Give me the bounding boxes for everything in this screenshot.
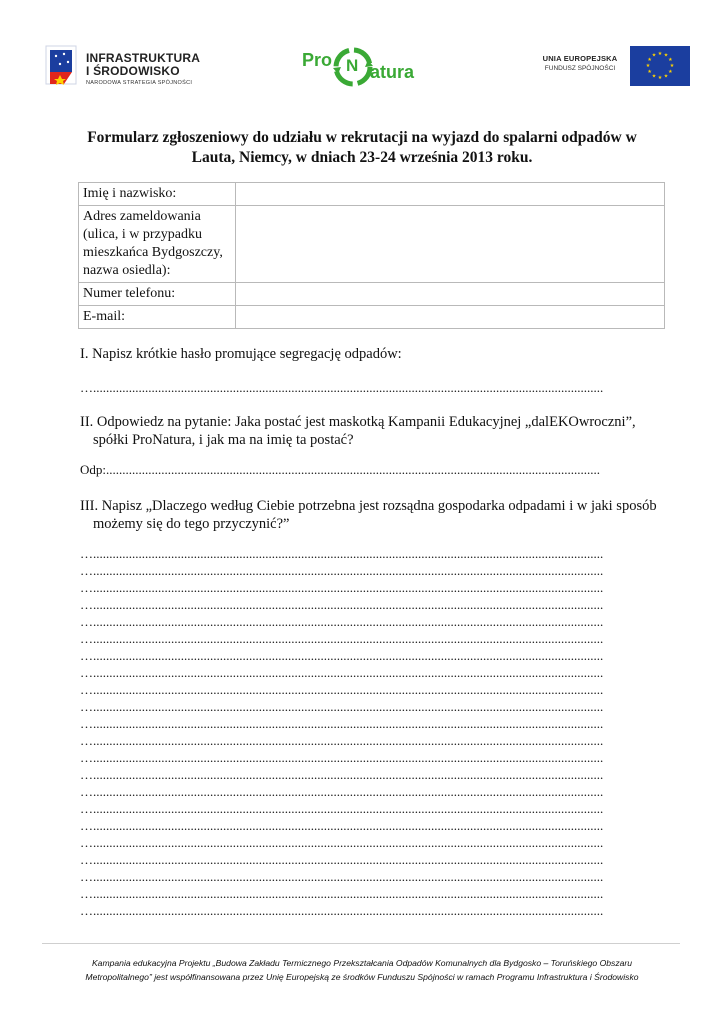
eu-logo-line2: FUNDUSZ SPÓJNOŚCI	[544, 65, 616, 72]
question-3-answer-line[interactable]: ….............................................................................................................................................................	[80, 699, 604, 714]
question-3-line2: możemy się do tego przyczynić?”	[93, 516, 290, 532]
question-3-answer-line[interactable]: ….............................................................................................................................................................	[80, 631, 604, 646]
footer-line2: Metropolitalnego” jest współfinansowana przez Unię Europejską ze środków Funduszu Spójności w ramach Programu Infrastruktura i Środowisko	[85, 972, 639, 982]
svg-text:★: ★	[647, 69, 652, 75]
phone-field[interactable]	[236, 283, 665, 306]
svg-text:★: ★	[663, 52, 669, 59]
name-label: Imię i nazwisko:	[79, 183, 236, 206]
pronatura-logo-pro: Pro	[302, 50, 333, 70]
question-3-answer-line[interactable]: ….............................................................................................................................................................	[80, 682, 604, 697]
question-3-answer-line[interactable]: ….............................................................................................................................................................	[80, 835, 604, 850]
footer-note	[30, 956, 694, 984]
infrastruktura-logo	[42, 40, 212, 96]
svg-text:★: ★	[668, 57, 673, 63]
eu-logo-line1: UNIA EUROPEJSKA	[542, 54, 618, 63]
question-3-answer-line[interactable]: ….............................................................................................................................................................	[80, 852, 604, 867]
name-field[interactable]	[236, 183, 665, 206]
question-3-answer-line[interactable]: ….............................................................................................................................................................	[80, 903, 604, 918]
question-2-line2: spółki ProNatura, i jak ma na imię ta postać?	[93, 432, 354, 448]
email-label: E-mail:	[79, 306, 236, 329]
footer-divider	[42, 943, 680, 944]
address-field[interactable]	[236, 206, 665, 283]
question-3-answer-line[interactable]: ….............................................................................................................................................................	[80, 597, 604, 612]
question-3	[80, 497, 657, 533]
infra-logo-line1: INFRASTRUKTURA	[86, 51, 201, 65]
question-3-answer-line[interactable]: ….............................................................................................................................................................	[80, 886, 604, 901]
email-field[interactable]	[236, 306, 665, 329]
question-1-answer-line[interactable]: ….............................................................................................................................................................	[80, 380, 604, 395]
question-2-line1: II. Odpowiedz na pytanie: Jaka postać jest maskotką Kampanii Edukacyjnej „dalEKOwroczni”,	[80, 414, 636, 430]
question-3-answer-line[interactable]: ….............................................................................................................................................................	[80, 801, 604, 816]
svg-text:★: ★	[657, 51, 663, 57]
pronatura-logo-n: N	[346, 56, 359, 75]
question-3-answer-line[interactable]: ….............................................................................................................................................................	[80, 818, 604, 833]
address-label: Adres zameldowania (ulica, i w przypadku mieszkańca Bydgoszczy, nazwa osiedla):	[79, 206, 236, 283]
question-3-answer-line[interactable]: ….............................................................................................................................................................	[80, 733, 604, 748]
question-3-answer-line[interactable]: ….............................................................................................................................................................	[80, 869, 604, 884]
question-2-answer-line[interactable]: Odp:........................................................................................................................................................	[80, 462, 600, 477]
form-row-name	[79, 183, 665, 206]
svg-text:★: ★	[657, 75, 663, 81]
question-3-line1: III. Napisz „Dlaczego według Ciebie potrzebna jest rozsądna gospodarka odpadami i w jaki sposób	[80, 498, 657, 514]
pronatura-logo	[302, 44, 428, 94]
question-3-answer-line[interactable]: ….............................................................................................................................................................	[80, 767, 604, 782]
svg-text:★: ★	[663, 73, 669, 80]
phone-label: Numer telefonu:	[79, 283, 236, 306]
question-3-answer-line[interactable]: ….............................................................................................................................................................	[80, 665, 604, 680]
footer-line1: Kampania edukacyjna Projektu „Budowa Zakładu Termicznego Przekształcania Odpadów Komunalnych dla Bydgosko – Toruńskiego Obszaru	[91, 958, 633, 968]
infra-logo-line2: I ŚRODOWISKO	[86, 64, 180, 78]
svg-text:★: ★	[669, 63, 675, 69]
svg-text:★: ★	[668, 69, 673, 75]
form-title	[60, 128, 664, 168]
svg-text:★: ★	[647, 57, 652, 63]
eu-logo	[530, 44, 690, 88]
form-title-line1: Formularz zgłoszeniowy do udziału w rekrutacji na wyjazd do spalarni odpadów w	[87, 129, 637, 146]
form-row-address	[79, 206, 665, 283]
form-row-phone	[79, 283, 665, 306]
pronatura-logo-atura: atura	[370, 62, 415, 82]
svg-text:★: ★	[645, 63, 651, 69]
question-3-answer-line[interactable]: ….............................................................................................................................................................	[80, 563, 604, 578]
form-row-email	[79, 306, 665, 329]
svg-text:★: ★	[651, 73, 657, 80]
question-3-answer-line[interactable]: ….............................................................................................................................................................	[80, 750, 604, 765]
question-3-answer-line[interactable]: ….............................................................................................................................................................	[80, 716, 604, 731]
eu-flag-icon	[630, 46, 690, 86]
question-1: I. Napisz krótkie hasło promujące segregację odpadów:	[80, 346, 402, 362]
svg-text:★: ★	[651, 52, 657, 59]
infra-logo-line3: NARODOWA STRATEGIA SPÓJNOŚCI	[86, 80, 193, 86]
application-form-table	[78, 182, 665, 329]
infrastruktura-emblem-icon	[42, 42, 80, 88]
question-3-answer-line[interactable]: ….............................................................................................................................................................	[80, 546, 604, 561]
question-3-answer-line[interactable]: ….............................................................................................................................................................	[80, 580, 604, 595]
question-3-answer-line[interactable]: ….............................................................................................................................................................	[80, 784, 604, 799]
form-title-line2: Lauta, Niemcy, w dniach 23-24 września 2013 roku.	[191, 149, 533, 166]
question-3-answer-line[interactable]: ….............................................................................................................................................................	[80, 648, 604, 663]
question-3-answer-line[interactable]: ….............................................................................................................................................................	[80, 614, 604, 629]
question-2	[80, 413, 636, 449]
